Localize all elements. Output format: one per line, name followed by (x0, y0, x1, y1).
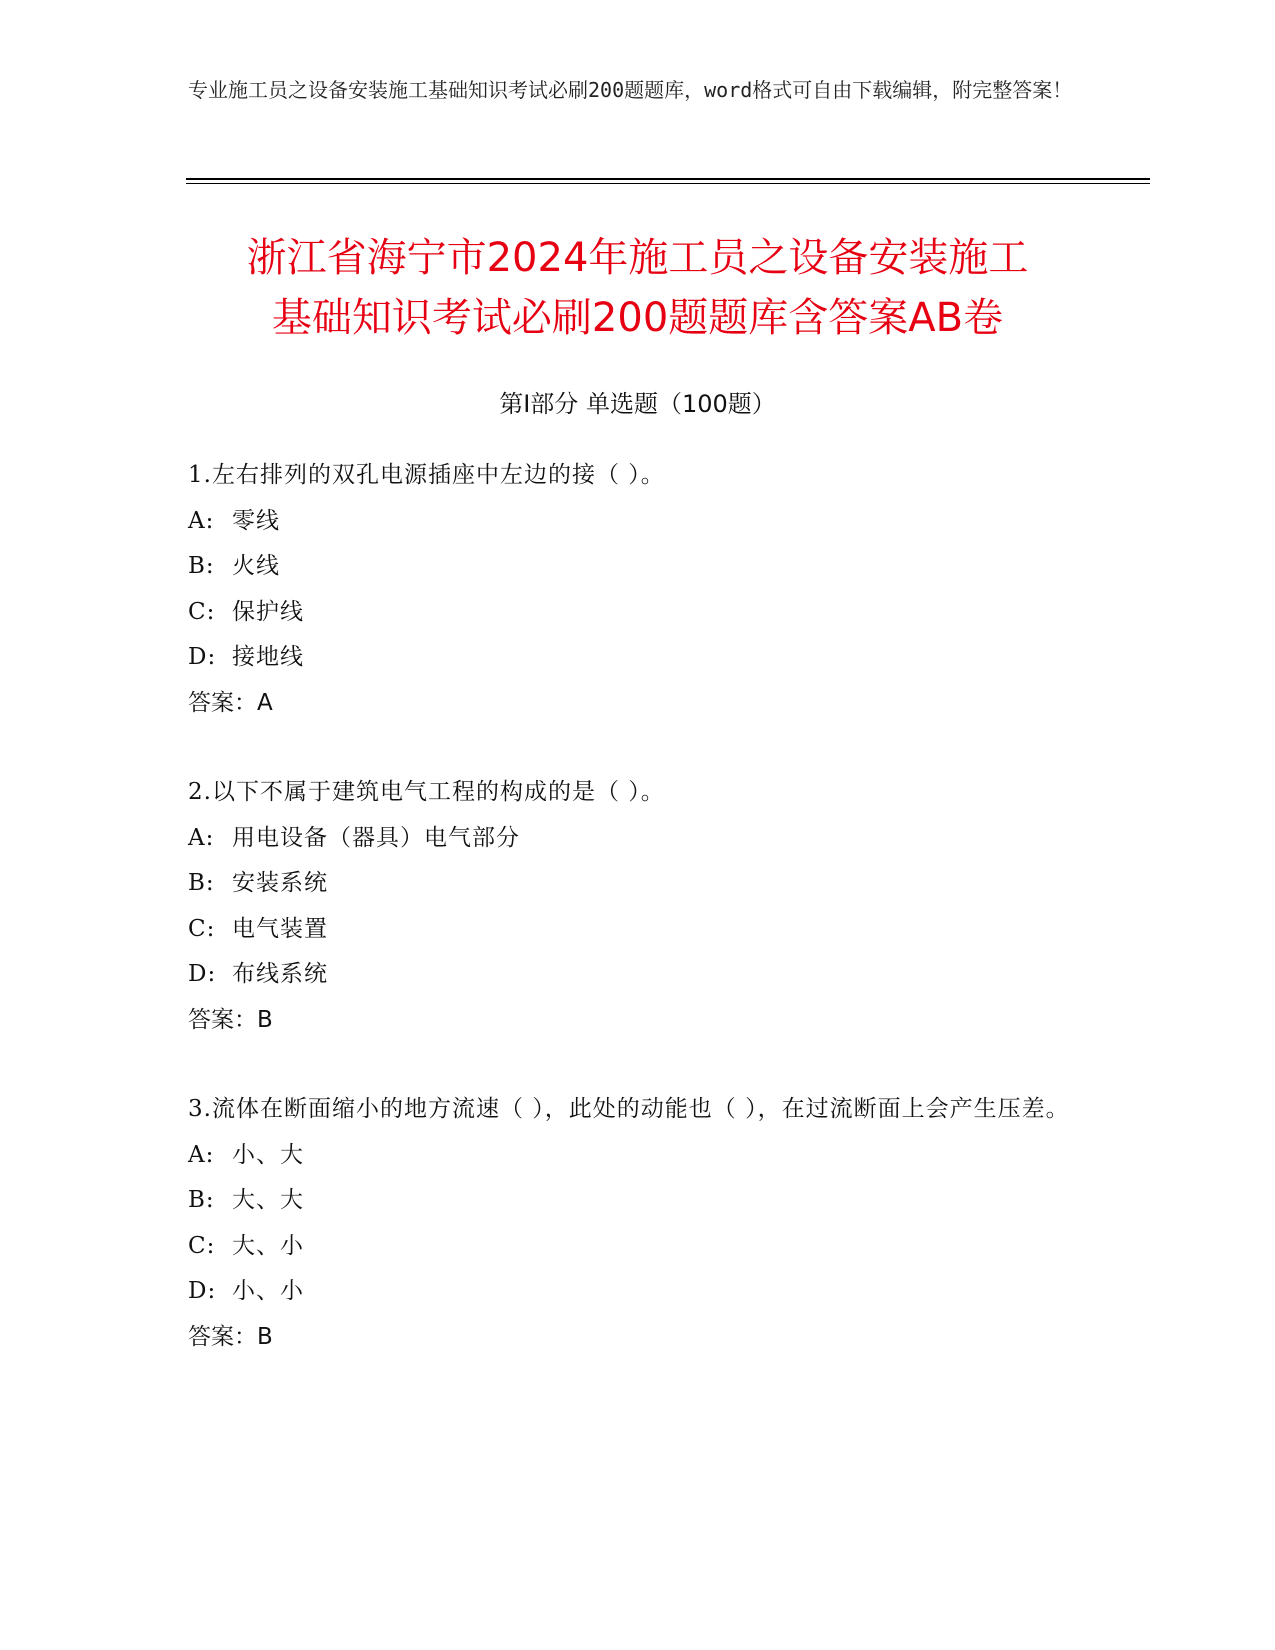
option-text: 布线系统 (232, 961, 328, 987)
option-d (188, 952, 1088, 998)
option-text: 电气装置 (232, 915, 328, 942)
option-key: A: (188, 507, 215, 534)
question-3 (188, 1087, 1088, 1360)
option-key: B: (188, 1187, 215, 1213)
answer-value: B (257, 1006, 273, 1033)
header-divider-thick (186, 178, 1150, 180)
option-text: 大、小 (232, 1232, 304, 1259)
option-key: D: (188, 1278, 217, 1304)
option-key: C: (188, 598, 216, 625)
option-text: 用电设备（器具）电气部分 (232, 824, 520, 851)
option-a (188, 499, 1088, 545)
option-key: B: (188, 553, 215, 579)
option-key: C: (188, 915, 216, 942)
header-note: 专业施工员之设备安装施工基础知识考试必刷200题题库，word格式可自由下载编辑，附完整答案！ (188, 78, 1073, 102)
option-key: A: (188, 1141, 215, 1168)
document-title (150, 228, 1125, 348)
answer (188, 998, 1088, 1044)
option-key: D: (188, 961, 217, 987)
option-a (188, 816, 1088, 862)
option-text: 小、大 (232, 1141, 304, 1168)
option-text: 安装系统 (232, 870, 328, 896)
answer (188, 1315, 1088, 1361)
option-text: 小、小 (232, 1278, 304, 1304)
answer-value: B (257, 1323, 273, 1350)
option-c (188, 907, 1088, 953)
option-key: B: (188, 870, 215, 896)
option-a (188, 1133, 1088, 1179)
option-d (188, 635, 1088, 681)
document-title-line-2: 基础知识考试必刷200题题库含答案AB卷 (271, 295, 1004, 341)
option-key: A: (188, 824, 215, 851)
question-stem: 3.流体在断面缩小的地方流速（ ），此处的动能也（ ），在过流断面上会产生压差。 (188, 1096, 1070, 1122)
option-text: 保护线 (232, 598, 304, 625)
answer-label: 答案： (188, 689, 257, 716)
option-key: C: (188, 1232, 216, 1259)
section-title: 第Ⅰ部分 单选题（100题） (499, 390, 776, 418)
document-title-line-1: 浙江省海宁市2024年施工员之设备安装施工 (246, 235, 1029, 281)
answer (188, 681, 1088, 727)
option-text: 火线 (232, 553, 280, 579)
answer-value: A (257, 689, 273, 716)
option-key: D: (188, 644, 217, 670)
question-stem: 1.左右排列的双孔电源插座中左边的接（ ）。 (188, 462, 665, 488)
option-text: 零线 (232, 507, 280, 534)
option-d (188, 1269, 1088, 1315)
question-stem: 2.以下不属于建筑电气工程的构成的是（ ）。 (188, 779, 665, 805)
question-2 (188, 770, 1088, 1043)
question-1 (188, 453, 1088, 726)
answer-label: 答案： (188, 1323, 257, 1350)
option-text: 接地线 (232, 644, 304, 670)
option-c (188, 590, 1088, 636)
option-c (188, 1224, 1088, 1270)
option-text: 大、大 (232, 1187, 304, 1213)
option-b (188, 544, 1088, 590)
answer-label: 答案： (188, 1006, 257, 1033)
option-b (188, 1178, 1088, 1224)
option-b (188, 861, 1088, 907)
header-divider-thin (186, 183, 1150, 184)
